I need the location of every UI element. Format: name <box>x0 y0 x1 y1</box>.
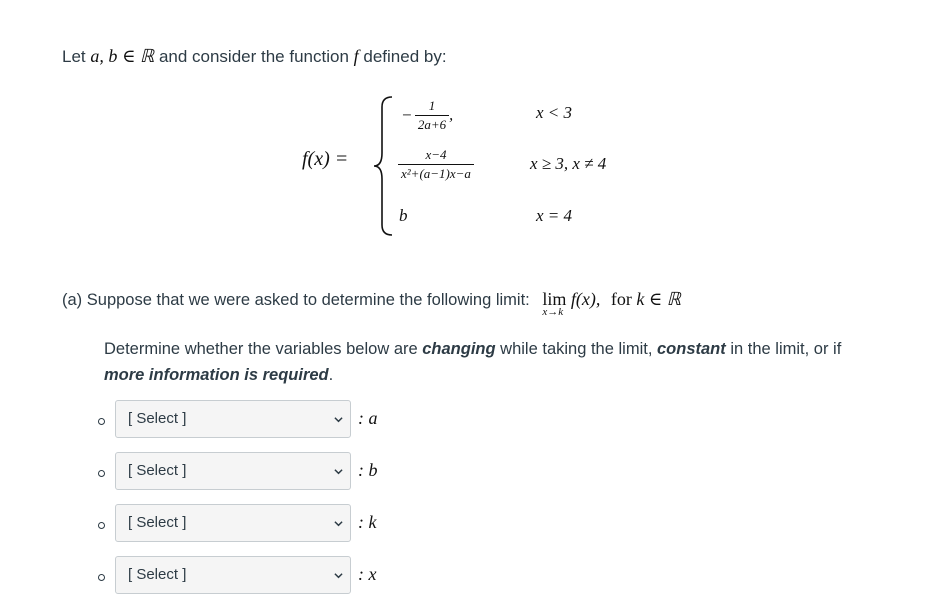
variable-label-x: : x <box>358 564 377 584</box>
part-a-text: Suppose that we were asked to determine the following limit: <box>86 291 530 309</box>
select-row-b <box>0 452 950 492</box>
select-value: [ Select ] <box>128 514 187 531</box>
select-row-k <box>0 504 950 544</box>
piece-1-expression <box>402 98 453 133</box>
select-row-x <box>0 556 950 596</box>
bullet-icon <box>98 418 105 425</box>
piece-1-denominator: 2a+6 <box>417 117 447 132</box>
chevron-down-icon <box>334 571 343 580</box>
limit-k-set: k ∈ ℝ <box>636 289 681 309</box>
piece-2-expression <box>398 147 474 182</box>
bullet-icon <box>98 522 105 529</box>
variable-label-k: : k <box>358 512 377 532</box>
limit-operator <box>542 289 567 318</box>
intro-fname: f <box>353 46 359 66</box>
piece-1-fraction <box>415 98 449 133</box>
intro-prefix: Let <box>62 47 86 66</box>
select-dropdown-a[interactable] <box>115 400 351 438</box>
instr-more: more information is required <box>104 366 329 384</box>
variable-label-b: : b <box>358 460 378 480</box>
part-a-question <box>62 289 681 318</box>
chevron-down-icon <box>334 467 343 476</box>
intro-set: ∈ ℝ <box>122 46 155 66</box>
variable-label-a: : a <box>358 408 378 428</box>
select-dropdown-b[interactable] <box>115 452 351 490</box>
piece-2-condition: x ≥ 3, x ≠ 4 <box>530 154 607 173</box>
instr-text-2: while taking the limit, <box>495 340 657 358</box>
piece-2-denominator: x²+(a−1)x−a <box>401 166 471 181</box>
instr-text-4: . <box>328 366 334 384</box>
instr-changing: changing <box>422 340 496 358</box>
chevron-down-icon <box>334 519 343 528</box>
limit-expression <box>542 289 681 318</box>
piece-3-value: b <box>399 206 408 225</box>
limit-word: lim <box>542 289 567 309</box>
intro-vars: a, b <box>90 46 118 66</box>
instr-text-3: in the limit, or if <box>725 340 842 358</box>
bullet-icon <box>98 470 105 477</box>
select-value: [ Select ] <box>128 462 187 479</box>
instructions <box>104 336 884 388</box>
part-a-label: (a) <box>62 291 83 309</box>
select-row-a <box>0 400 950 440</box>
bullet-icon <box>98 574 105 581</box>
piece-2-numerator: x−4 <box>398 147 474 165</box>
intro-suffix: defined by: <box>363 47 447 66</box>
limit-for: for <box>610 289 632 309</box>
piece-1-suffix: , <box>449 106 454 124</box>
limit-subscript: x→k <box>542 306 564 318</box>
piece-1-condition: x < 3 <box>536 103 573 122</box>
piece-2-fraction <box>398 147 474 182</box>
piecewise-brace <box>372 95 396 237</box>
limit-function: f(x), <box>570 289 601 309</box>
select-dropdown-k[interactable] <box>115 504 351 542</box>
select-value: [ Select ] <box>128 566 187 583</box>
piece-1-prefix: − <box>402 105 412 125</box>
piece-1-numerator: 1 <box>415 98 449 116</box>
instr-text-1: Determine whether the variables below are <box>104 340 423 358</box>
chevron-down-icon <box>334 415 343 424</box>
select-value: [ Select ] <box>128 410 187 427</box>
function-lhs: f(x) = <box>302 148 349 170</box>
select-dropdown-x[interactable] <box>115 556 351 594</box>
piece-3-condition: x = 4 <box>536 206 573 225</box>
instr-constant: constant <box>657 340 726 358</box>
intro-middle: and consider the function <box>158 47 349 66</box>
intro-text <box>62 46 447 67</box>
